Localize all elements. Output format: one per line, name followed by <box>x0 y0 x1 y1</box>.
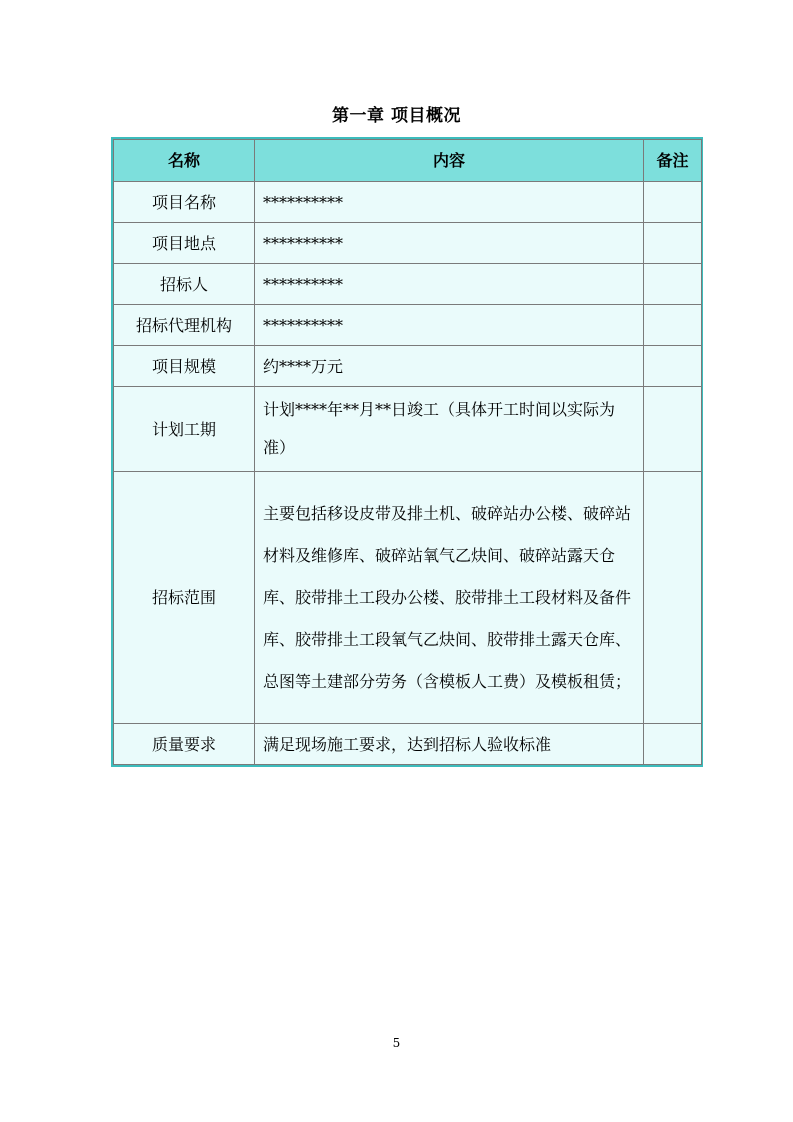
row-note <box>644 387 702 472</box>
row-name: 招标代理机构 <box>114 305 255 346</box>
row-note <box>644 472 702 724</box>
row-content: 约****万元 <box>255 346 644 387</box>
row-content: ********** <box>255 305 644 346</box>
row-note <box>644 305 702 346</box>
row-name: 项目名称 <box>114 182 255 223</box>
row-note <box>644 223 702 264</box>
row-note <box>644 346 702 387</box>
row-note <box>644 182 702 223</box>
header-content: 内容 <box>255 140 644 182</box>
table-row <box>114 724 702 765</box>
row-name: 项目规模 <box>114 346 255 387</box>
table-row <box>114 346 702 387</box>
page-number: 5 <box>392 1036 401 1050</box>
table-row <box>114 264 702 305</box>
row-note <box>644 264 702 305</box>
table-row <box>114 223 702 264</box>
table-row <box>114 182 702 223</box>
header-name: 名称 <box>114 140 255 182</box>
row-name: 计划工期 <box>114 387 255 472</box>
table-row <box>114 305 702 346</box>
project-overview-table-frame <box>111 137 703 767</box>
row-content: 计划****年**月**日竣工（具体开工时间以实际为准） <box>255 387 644 472</box>
row-name: 项目地点 <box>114 223 255 264</box>
row-note <box>644 724 702 765</box>
row-name: 质量要求 <box>114 724 255 765</box>
table-header-row <box>114 140 702 182</box>
row-content: ********** <box>255 223 644 264</box>
project-overview-table <box>113 139 702 765</box>
page-title: 第一章 项目概况 <box>332 106 461 126</box>
header-note: 备注 <box>644 140 702 182</box>
row-name: 招标人 <box>114 264 255 305</box>
table-row <box>114 387 702 472</box>
row-content: ********** <box>255 264 644 305</box>
row-content: ********** <box>255 182 644 223</box>
row-content: 主要包括移设皮带及排土机、破碎站办公楼、破碎站材料及维修库、破碎站氧气乙炔间、破碎站露天仓库、胶带排土工段办公楼、胶带排土工段材料及备件库、胶带排土工段氧气乙炔间、胶带排土露天仓库、总图等土建部分劳务（含模板人工费）及模板租赁； <box>255 472 644 724</box>
table-row <box>114 472 702 724</box>
row-name: 招标范围 <box>114 472 255 724</box>
row-content: 满足现场施工要求，达到招标人验收标准 <box>255 724 644 765</box>
